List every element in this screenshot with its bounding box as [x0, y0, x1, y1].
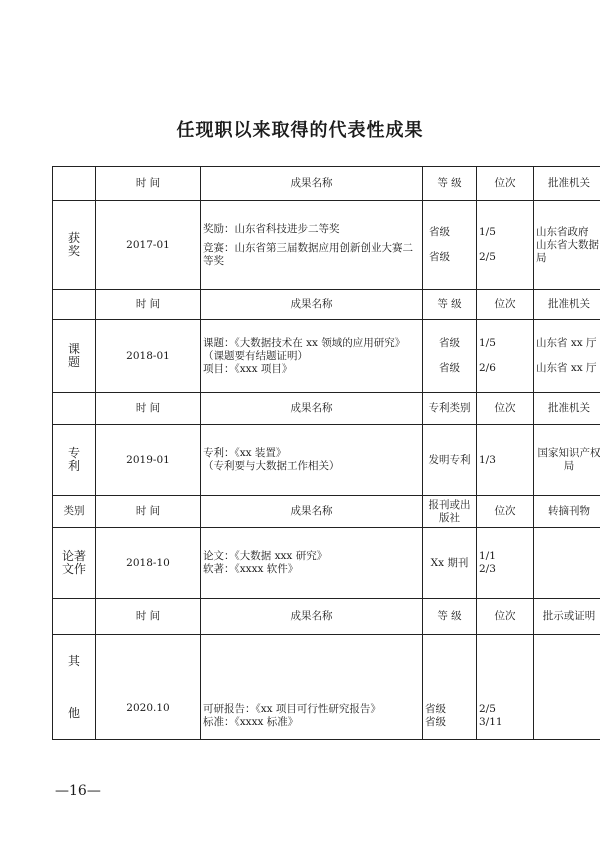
awards-row [53, 201, 600, 290]
awards-time: 2017-01 [96, 201, 201, 290]
papers-row [53, 528, 600, 599]
patents-time: 2019-01 [96, 425, 201, 496]
projects-name: 课题：《大数据技术在 xx 领域的应用研究》 （课题要有结题证明） 项目：《xxx 项目》 [201, 320, 423, 393]
header-patent-type: 专利类别 [423, 393, 477, 425]
papers-header-row [53, 496, 600, 528]
others-label: 其 他 [53, 635, 96, 740]
header-time: 时 间 [96, 496, 201, 528]
header-rank: 位次 [477, 599, 534, 635]
header-name: 成果名称 [201, 290, 423, 320]
header-approver: 批准机关 [534, 167, 600, 201]
achievements-table [52, 166, 600, 740]
awards-label: 获 奖 [53, 201, 96, 290]
others-row [53, 635, 600, 740]
others-approver [534, 635, 600, 740]
patents-name: 专利：《xx 装置》 （专利要与大数据工作相关） [201, 425, 423, 496]
others-header-row [53, 599, 600, 635]
projects-level: 省级 省级 [423, 320, 477, 393]
empty-cell [53, 393, 96, 425]
header-name: 成果名称 [201, 167, 423, 201]
others-rank: 2/5 3/11 [477, 635, 534, 740]
header-rank: 位次 [477, 393, 534, 425]
header-publisher: 报刊或出版社 [423, 496, 477, 528]
header-approver: 批准机关 [534, 290, 600, 320]
projects-label: 课 题 [53, 320, 96, 393]
header-rank: 位次 [477, 167, 534, 201]
header-name: 成果名称 [201, 599, 423, 635]
projects-approver: 山东省 xx 厅 山东省 xx 厅 [534, 320, 600, 393]
header-name: 成果名称 [201, 393, 423, 425]
patents-type: 发明专利 [423, 425, 477, 496]
projects-row [53, 320, 600, 393]
papers-approver [534, 528, 600, 599]
patents-approver: 国家知识产权局 [534, 425, 600, 496]
empty-cell [53, 599, 96, 635]
header-rank: 位次 [477, 290, 534, 320]
page-number: —16— [55, 783, 101, 799]
patents-row [53, 425, 600, 496]
others-level: 省级 省级 [423, 635, 477, 740]
papers-label: 论著 文作 [53, 528, 96, 599]
others-name: 可研报告：《xx 项目可行性研究报告》 标准：《xxxx 标准》 [201, 635, 423, 740]
projects-time: 2018-01 [96, 320, 201, 393]
header-time: 时 间 [96, 167, 201, 201]
page-title: 任现职以来取得的代表性成果 [176, 120, 424, 141]
projects-header-row [53, 290, 600, 320]
header-name: 成果名称 [201, 496, 423, 528]
awards-approver: 山东省政府 山东省大数据局 [534, 201, 600, 290]
header-category: 类别 [53, 496, 96, 528]
patents-header-row [53, 393, 600, 425]
header-approver3: 批示或证明 [534, 599, 600, 635]
patents-rank: 1/3 [477, 425, 534, 496]
header-time: 时 间 [96, 599, 201, 635]
projects-rank: 1/5 2/6 [477, 320, 534, 393]
awards-rank: 1/5 2/5 [477, 201, 534, 290]
others-time: 2020.10 [96, 635, 201, 740]
awards-header-row [53, 167, 600, 201]
papers-time: 2018-10 [96, 528, 201, 599]
papers-publisher: Xx 期刊 [423, 528, 477, 599]
header-approver2: 转摘刊物 [534, 496, 600, 528]
empty-cell [53, 290, 96, 320]
header-approver: 批准机关 [534, 393, 600, 425]
header-level: 等 级 [423, 290, 477, 320]
empty-cell [53, 167, 96, 201]
awards-level: 省级 省级 [423, 201, 477, 290]
header-rank: 位次 [477, 496, 534, 528]
papers-rank: 1/1 2/3 [477, 528, 534, 599]
papers-name: 论文：《大数据 xxx 研究》 软著：《xxxx 软件》 [201, 528, 423, 599]
patents-label: 专 利 [53, 425, 96, 496]
awards-name: 奖励：山东省科技进步二等奖 竞赛：山东省第三届数据应用创新创业大赛二等奖 [201, 201, 423, 290]
header-level: 等 级 [423, 599, 477, 635]
header-time: 时 间 [96, 393, 201, 425]
header-level: 等 级 [423, 167, 477, 201]
header-time: 时 间 [96, 290, 201, 320]
